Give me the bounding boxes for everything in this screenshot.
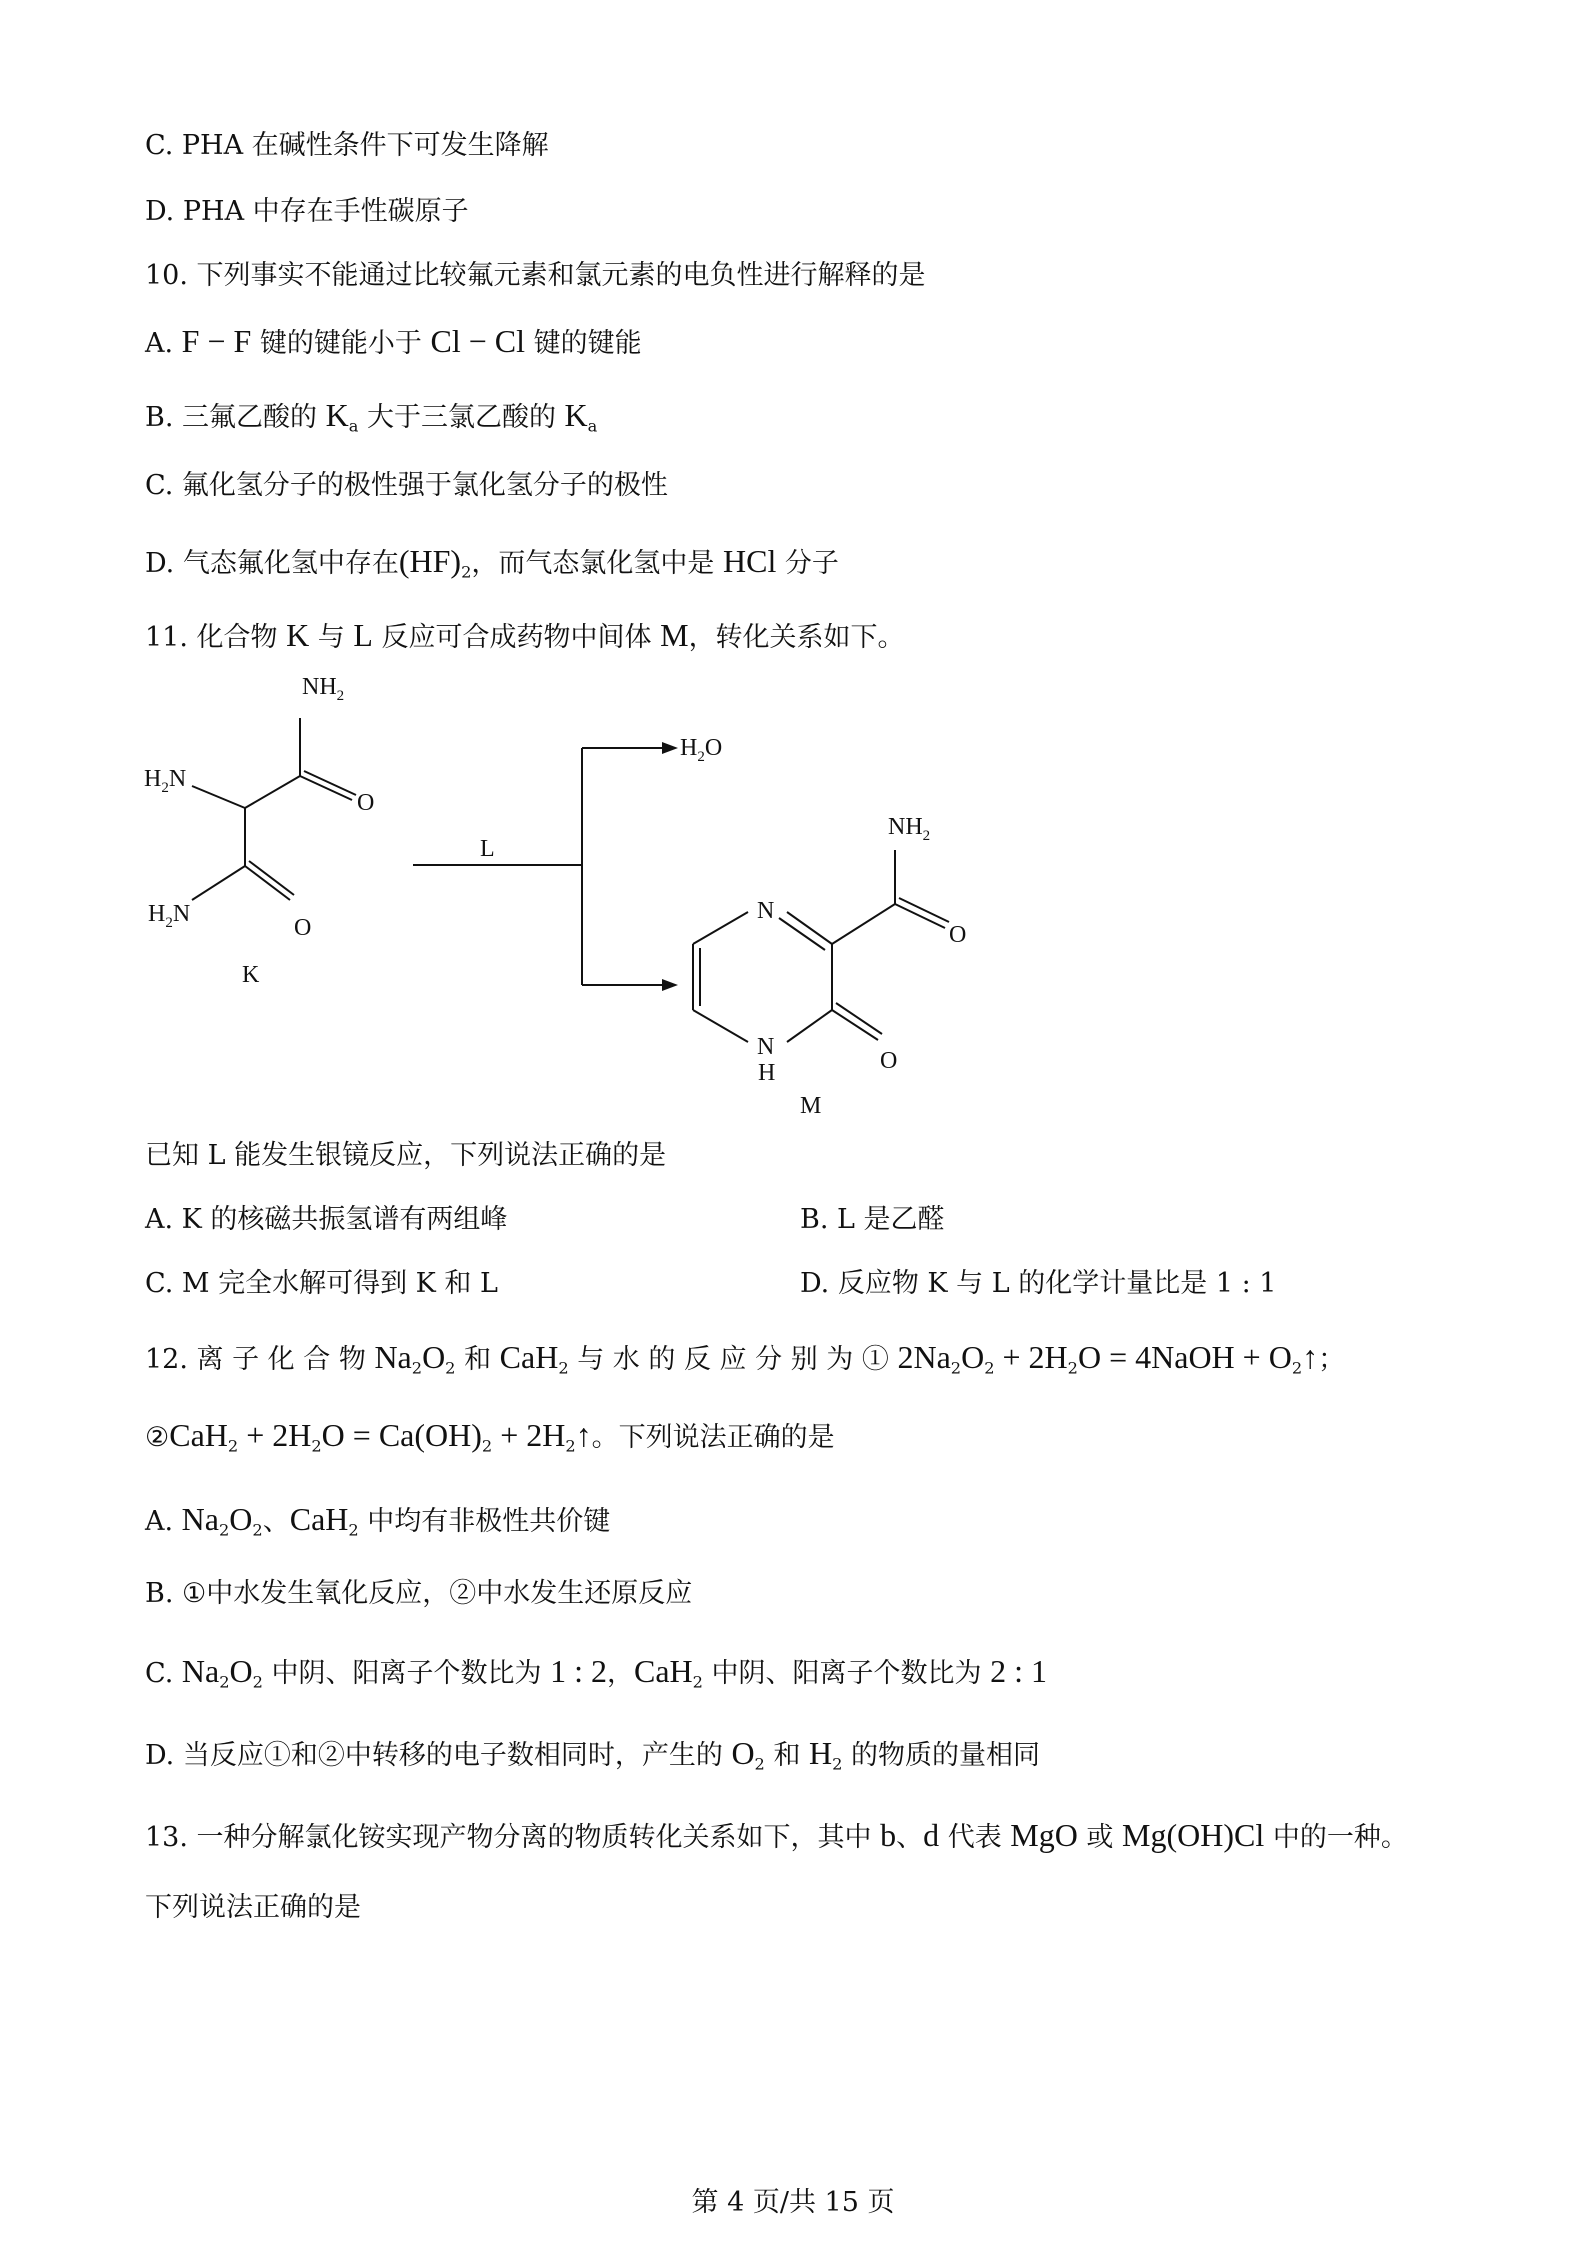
m-ring-nh-n: N <box>757 1034 775 1060</box>
product-h2o: $H_2O$ <box>680 735 723 765</box>
k-o-lower: O <box>294 915 312 941</box>
q12-option-b: B. ①中水发生氧化反应，②中水发生还原反应 <box>145 1578 693 1609</box>
q10-option-b: B. 三氟乙酸的 $K_a$ 大于三氯乙酸的 $K_a$ <box>145 397 598 436</box>
q13-stem-line2: 下列说法正确的是 <box>145 1892 361 1923</box>
q11-option-a: A. K 的核磁共振氢谱有两组峰 <box>145 1204 508 1235</box>
q11-option-c: C. M 完全水解可得到 K 和 L <box>145 1268 498 1299</box>
q12-option-d: D. 当反应①和②中转移的电子数相同时，产生的 $O_2$ 和 $H_2$ 的物质的量相同 <box>145 1735 1041 1774</box>
q11-stem: 11. 化合物 K 与 L 反应可合成药物中间体 M，转化关系如下。 <box>145 617 905 653</box>
q10-option-c: C. 氟化氢分子的极性强于氯化氢分子的极性 <box>145 470 668 501</box>
label-l: L <box>480 836 495 862</box>
q10-option-a: A. F − F 键的键能小于 Cl − Cl 键的键能 <box>145 323 642 359</box>
k-h2n-lower: $H_2N$ <box>148 901 191 931</box>
q12-option-c: C. $Na_2O_2$ 中阴、阳离子个数比为 1 : 2，CaH$_2$ 中阴、阳离子个数比为 2 : 1 <box>145 1653 1048 1692</box>
q11-option-b: B. L 是乙醛 <box>800 1204 945 1235</box>
k-nh2-top: $NH_2$ <box>302 674 345 704</box>
arrow-head-down <box>662 979 678 991</box>
q9-option-c: C. PHA 在碱性条件下可发生降解 <box>145 130 549 161</box>
arrow-head-up <box>662 742 678 754</box>
label-k: K <box>242 962 260 988</box>
q11-option-d: D. 反应物 K 与 L 的化学计量比是 1 : 1 <box>800 1268 1277 1299</box>
m-o-lower: O <box>880 1048 898 1074</box>
q12-option-a: A. $Na_2O_2$、CaH$_2$ 中均有非极性共价键 <box>145 1501 611 1540</box>
q12-stem-line1: 12. 离 子 化 合 物 $Na_2O_2$ 和 CaH$_2$ 与 水 的 反 应 分 别 为 ① $2Na_2O_2 + 2H_2O$ = 4NaOH + $O_2↑$； <box>145 1339 1346 1378</box>
q12-stem-line2: ②CaH$_2$ + $2H_2O = Ca(OH)_2$ + $2H_2↑$。下列说法正确的是 <box>145 1417 835 1456</box>
page-footer: 第 4 页/共 15 页 <box>691 2187 895 2218</box>
m-o-upper: O <box>949 922 967 948</box>
k-h2n-upper: $H_2N$ <box>144 766 187 796</box>
m-ring-nh-h: H <box>758 1060 776 1086</box>
m-ring-n: N <box>757 898 775 924</box>
m-nh2: $NH_2$ <box>888 814 931 844</box>
q10-option-d: D. 气态氟化氢中存在$(HF)_2$，而气态氯化氢中是 HCl 分子 <box>145 543 839 582</box>
k-o-upper: O <box>357 790 375 816</box>
q10-stem: 10. 下列事实不能通过比较氟元素和氯元素的电负性进行解释的是 <box>145 260 926 291</box>
q9-option-d: D. PHA 中存在手性碳原子 <box>145 196 469 227</box>
q11-known: 已知 L 能发生银镜反应，下列说法正确的是 <box>145 1140 667 1171</box>
q13-stem-line1: 13. 一种分解氯化铵实现产物分离的物质转化关系如下，其中 b、d 代表 MgO 或 Mg(OH)Cl 中的一种。 <box>145 1817 1408 1853</box>
label-m: M <box>800 1093 822 1119</box>
